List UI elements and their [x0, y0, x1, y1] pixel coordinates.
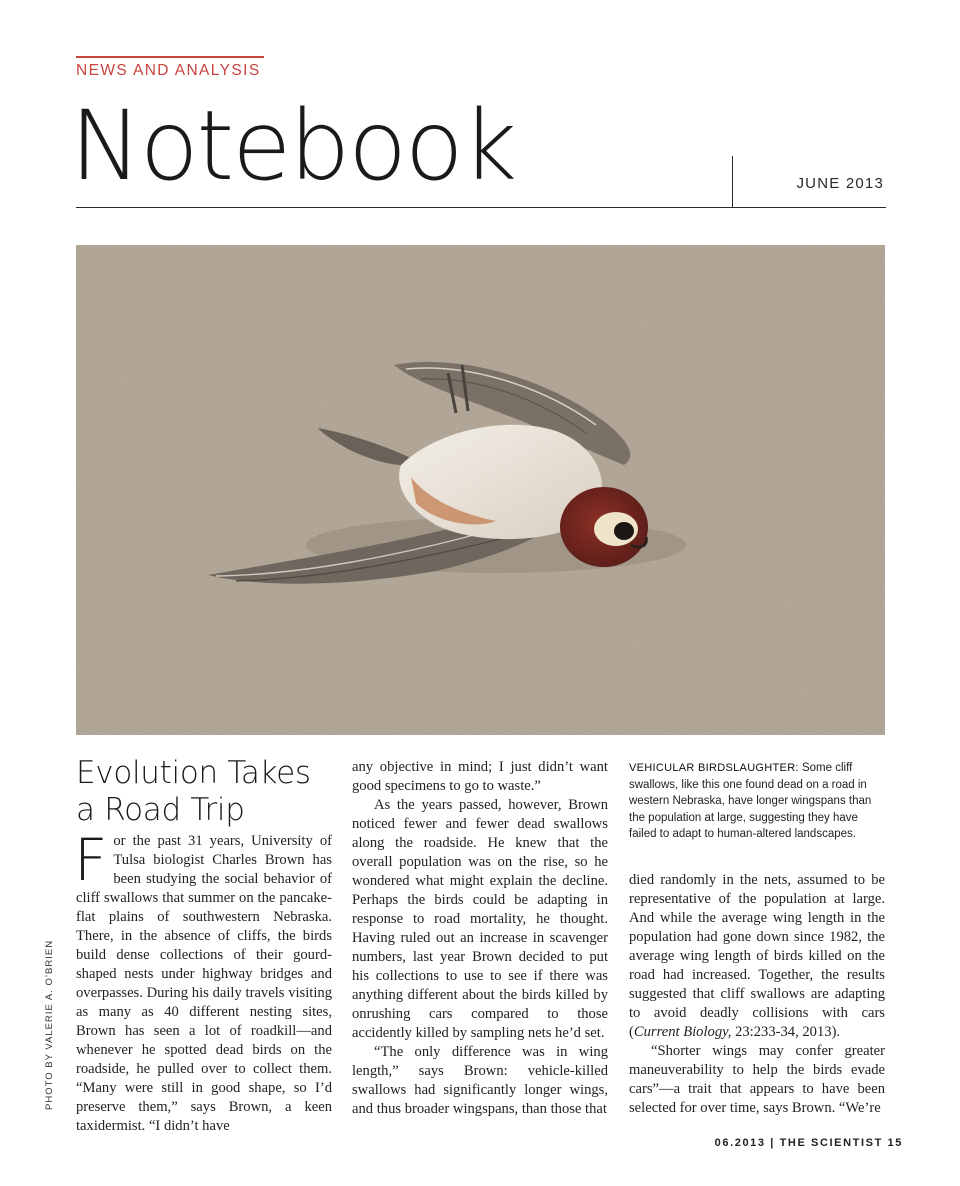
- article-column-3: [629, 871, 885, 1118]
- paragraph: “Shorter wings may confer greater maneuverability to help the birds evade cars”—a trait that appears to have been selected for over time, says Brown. “We’re: [629, 1043, 885, 1116]
- article-column-2: [352, 758, 608, 1119]
- header-divider-vertical: [732, 156, 733, 208]
- article-column-1: [74, 826, 332, 1136]
- paragraph: [629, 871, 885, 1042]
- paragraph-text: died randomly in the nets, assumed to be representative of the population at large. And while the average wing length in the population had gone down since 1982, the average wing length of birds killed on the road had increased. Together, the results suggested that cliff swallows are adapting to avoid deadly collisions with cars (: [629, 872, 885, 1040]
- paragraph: “The only difference was in wing length,” says Brown: vehicle-killed swallows had significantly longer wings, and thus broader wingspans, than those that: [352, 1044, 608, 1117]
- page-title: Notebook: [70, 90, 516, 202]
- journal-citation: Current Biology,: [633, 1024, 732, 1040]
- dead-swallow-illustration: [76, 245, 885, 735]
- article-headline: Evolution Takes a Road Trip: [76, 755, 311, 828]
- paragraph: or the past 31 years, University of Tulsa biologist Charles Brown has been studying the social behavior of cliff swallows that summer on the pancake-flat plains of southwestern Nebraska. There, in the absence of cliffs, the birds build dense collections of their gourd-shaped nests under highway bridges and overpasses. During his daily travels visiting as many as 40 different nesting sites, Brown has seen a lot of roadkill—and whenever he spotted dead birds on the roadside, he pulled over to collect them. “Many were still in good shape, so I’d preserve them,” says Brown, a keen taxidermist. “I didn’t have: [76, 833, 332, 1134]
- photo-credit: PHOTO BY VALERIE A. O’BRIEN: [44, 939, 55, 1110]
- caption-text: Some cliff swallows, like this one found dead on a road in western Nebraska, have longer wingspans than the population at large, suggesting they have failed to adapt to human-altered landscapes.: [629, 762, 872, 840]
- citation-details: 23:233-34, 2013).: [731, 1024, 841, 1040]
- section-label: NEWS AND ANALYSIS: [76, 62, 261, 79]
- photo-caption: [629, 760, 885, 843]
- page-folio: 06.2013 | THE SCIENTIST 15: [714, 1137, 903, 1149]
- section-rule: [76, 56, 264, 58]
- issue-date: JUNE 2013: [796, 175, 884, 192]
- header-divider: [76, 207, 886, 208]
- article-photo: [76, 245, 885, 735]
- drop-cap: F: [74, 826, 108, 894]
- paragraph: As the years passed, however, Brown noticed fewer and fewer dead swallows along the roadside. He knew that the overall population was on the rise, so he wondered what might explain the decline. Perhaps the birds could be adapting in response to road mortality, he thought. Having ruled out an increase in scavenger numbers, last year Brown decided to put his collections to use to see if there was anything different about the birds killed by onrushing cars compared to those accidently killed by sampling nets he’d set.: [352, 797, 608, 1041]
- caption-heading: VEHICULAR BIRDSLAUGHTER:: [629, 762, 799, 774]
- paragraph: any objective in mind; I just didn’t want good specimens to go to waste.”: [352, 759, 608, 794]
